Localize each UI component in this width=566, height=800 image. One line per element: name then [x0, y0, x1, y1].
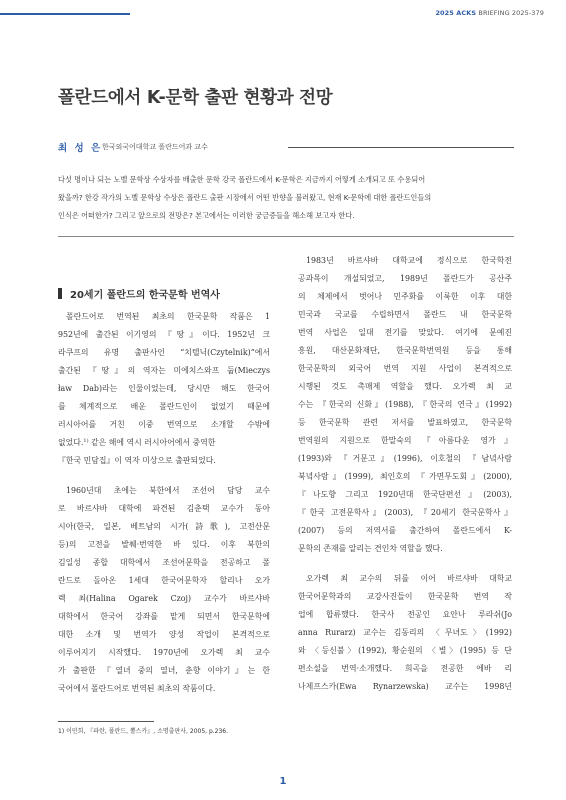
body-line: ław Dab)라는 인물이었는데, 당시만 해도 한국어	[58, 384, 270, 393]
body-line: 가 출판한 『열녀 중의 열녀, 춘향 이야기』는 한	[58, 666, 270, 675]
body-line: 등)의 고전을 발췌·번역한 바 있다. 이후 북한의	[58, 540, 270, 549]
running-header-text	[435, 9, 544, 17]
body-line: 등 한국문학 관련 저서를 발표하였고, 한국문학	[298, 418, 512, 427]
body-line: 라쿠프의 유명 출판사인 “치텔닉(Czytelnik)”에서	[58, 348, 270, 357]
body-line: 로 바르샤바 대학에 파견된 김춘택 교수가 동아	[58, 504, 270, 513]
section-heading	[58, 286, 220, 301]
body-line: 대한 소개 및 번역가 양성 작업이 본격적으로	[58, 630, 270, 639]
footnote: 1) 이민희, 『파란, 폴란드, 뽈스카』, 소명출판사, 2005, p.236.	[58, 728, 229, 735]
body-line: 한국어문학과의 교강사진들이 한국문학 번역 작	[298, 592, 512, 601]
body-line: 렉 최(Halina Ogarek Czoj) 교수가 바르샤바	[58, 594, 270, 603]
author-name: 최 성 은	[58, 143, 103, 154]
page-title: 폴란드에서 K-문학 출판 현황과 전망	[58, 88, 333, 108]
body-line: 대학에서 한국어 강좌를 맡게 되면서 한국문학에	[58, 612, 270, 621]
body-line: 북녘사람』(1999), 최인호의 『가면무도회』(2000),	[298, 472, 512, 481]
body-line: 시아(한국, 일본, 베트남의 시가(詩歌), 고전산문	[58, 522, 270, 531]
header-briefing: BRIEFING 2025-379	[476, 9, 544, 17]
right-column	[298, 252, 512, 696]
body-line: 란드로 돌아온 1세대 한국어문학자 할리나 오가	[58, 576, 270, 585]
body-line: 를 체계적으로 배운 폴란드인이 없었기 때문에	[58, 402, 270, 411]
body-line: 『나도향 그리고 1920년대 한국단편선』(2003),	[298, 490, 512, 499]
left-column	[58, 308, 270, 698]
body-line: 오가렉 최 교수의 뒤를 이어 바르샤바 대학교	[306, 574, 512, 583]
body-line: 의 체제에서 벗어나 민주화를 이룩한 이후 대한	[298, 292, 512, 301]
body-line: (2007) 등의 저역서를 출간하여 폴란드에서 K-	[298, 526, 512, 535]
paragraph-gap	[298, 558, 512, 570]
body-line: 1960년대 초에는 북한에서 조선어 담당 교수	[66, 486, 270, 495]
header-accent-rule	[0, 13, 130, 15]
body-line	[58, 434, 270, 452]
abstract-divider	[58, 236, 514, 237]
body-line: 『한국 민담집』이 역자 미상으로 출판되었다.	[58, 456, 216, 465]
body-line: 문학의 존재를 알리는 견인차 역할을 했다.	[298, 544, 443, 553]
abstract-line: 왔을까? 한강 작가의 노벨 문학상 수상은 폴란드 출판 시장에서 어떤 반향을 불러왔고, 현재 K-문학에 대한 폴란드인들의	[58, 193, 432, 202]
body-line: 나제프스카(Ewa Rynarzewska) 교수는 1998년	[298, 682, 512, 691]
body-line: 952년에 출간된 이기영의 『땅』이다. 1952년 크	[58, 330, 270, 339]
header-acks: 2025 ACKS	[435, 9, 477, 17]
body-line: 이루어지기 시작했다. 1970년에 오가렉 최 교수	[58, 648, 270, 657]
body-line: 수는 『한국의 신화』(1988), 『한국의 연극』(1992)	[298, 400, 512, 409]
body-line: 김일성 종합 대학에서 조선어문학을 전공하고 폴	[58, 558, 270, 567]
abstract	[58, 171, 514, 225]
body-line: 편소설을 번역·소개했다. 희곡을 전공한 에바 리	[298, 664, 512, 673]
body-line: 출간된 『땅』의 역자는 미에치스와프 둡(Mieczys	[58, 366, 270, 375]
body-line: 한국문학의 외국어 번역 지원 사업이 본격적으로	[298, 364, 512, 373]
body-line: 1983년 바르샤바 대학교에 정식으로 한국학전	[306, 256, 512, 265]
body-line: 번역 사업은 일대 전기를 맞았다. 여기에 문예진	[298, 328, 512, 337]
body-text: 없었다.	[58, 438, 84, 447]
section-title: 20세기 폴란드의 한국문학 번역사	[70, 290, 220, 301]
body-line: 와 〈등신불〉(1992), 황순원의 〈별〉(1995) 등 단	[298, 646, 512, 655]
section-marker	[58, 288, 62, 299]
author-affiliation: 한국외국어대학교 폴란드어과 교수	[102, 143, 208, 151]
body-line: anna Rurarz) 교수는 김동리의 〈무녀도〉(1992)	[298, 628, 512, 637]
body-line: 흥원, 대산문화재단, 한국문학번역원 등을 통해	[298, 346, 512, 355]
body-line: 『한국 고전문학사』(2003), 『20세기 한국문학사』	[298, 508, 512, 517]
body-line: 시행된 것도 촉매제 역할을 했다. 오가렉 최 교	[298, 382, 512, 391]
body-line: 번역원의 지원으로 한말숙의 『아름다운 영가』	[298, 436, 512, 445]
paragraph-gap	[58, 470, 270, 482]
body-line: 러시아어를 거친 이중 번역으로 소개할 수밖에	[58, 420, 270, 429]
body-line: (1993)와 『거문고』(1996), 이호철의 『남녘사람	[298, 454, 512, 463]
body-line: 공과목이 개설되었고, 1989년 폴란드가 공산주	[298, 274, 512, 283]
page-number: 1	[279, 776, 287, 787]
author-divider	[288, 147, 514, 148]
body-line: 업에 합류했다. 한국사 전공인 요안나 루라쉬(Jo	[298, 610, 512, 619]
body-text: 같은 해에 역시 러시아어에서 중역한	[88, 438, 216, 447]
abstract-line: 다섯 명이나 되는 노벨 문학상 수상자를 배출한 문학 강국 폴란드에서 K-문학은 지금까지 어떻게 소개되고 또 수용되어	[58, 175, 426, 184]
body-line: 국어에서 폴란드어로 번역된 최초의 작품이다.	[58, 684, 216, 693]
footnote-ref[interactable]: 1)	[83, 438, 89, 444]
footnote-divider	[58, 721, 154, 722]
body-line: 민국과 국교를 수립하면서 폴란드 내 한국문학	[298, 310, 512, 319]
author-block	[58, 140, 518, 156]
abstract-line: 인식은 어떠한가? 그리고 앞으로의 전망은? 본고에서는 이러한 궁금증들을 해소해 보고자 한다.	[58, 211, 355, 220]
running-header	[0, 0, 566, 26]
body-line: 폴란드어로 번역된 최초의 한국문학 작품은 1	[66, 312, 270, 321]
